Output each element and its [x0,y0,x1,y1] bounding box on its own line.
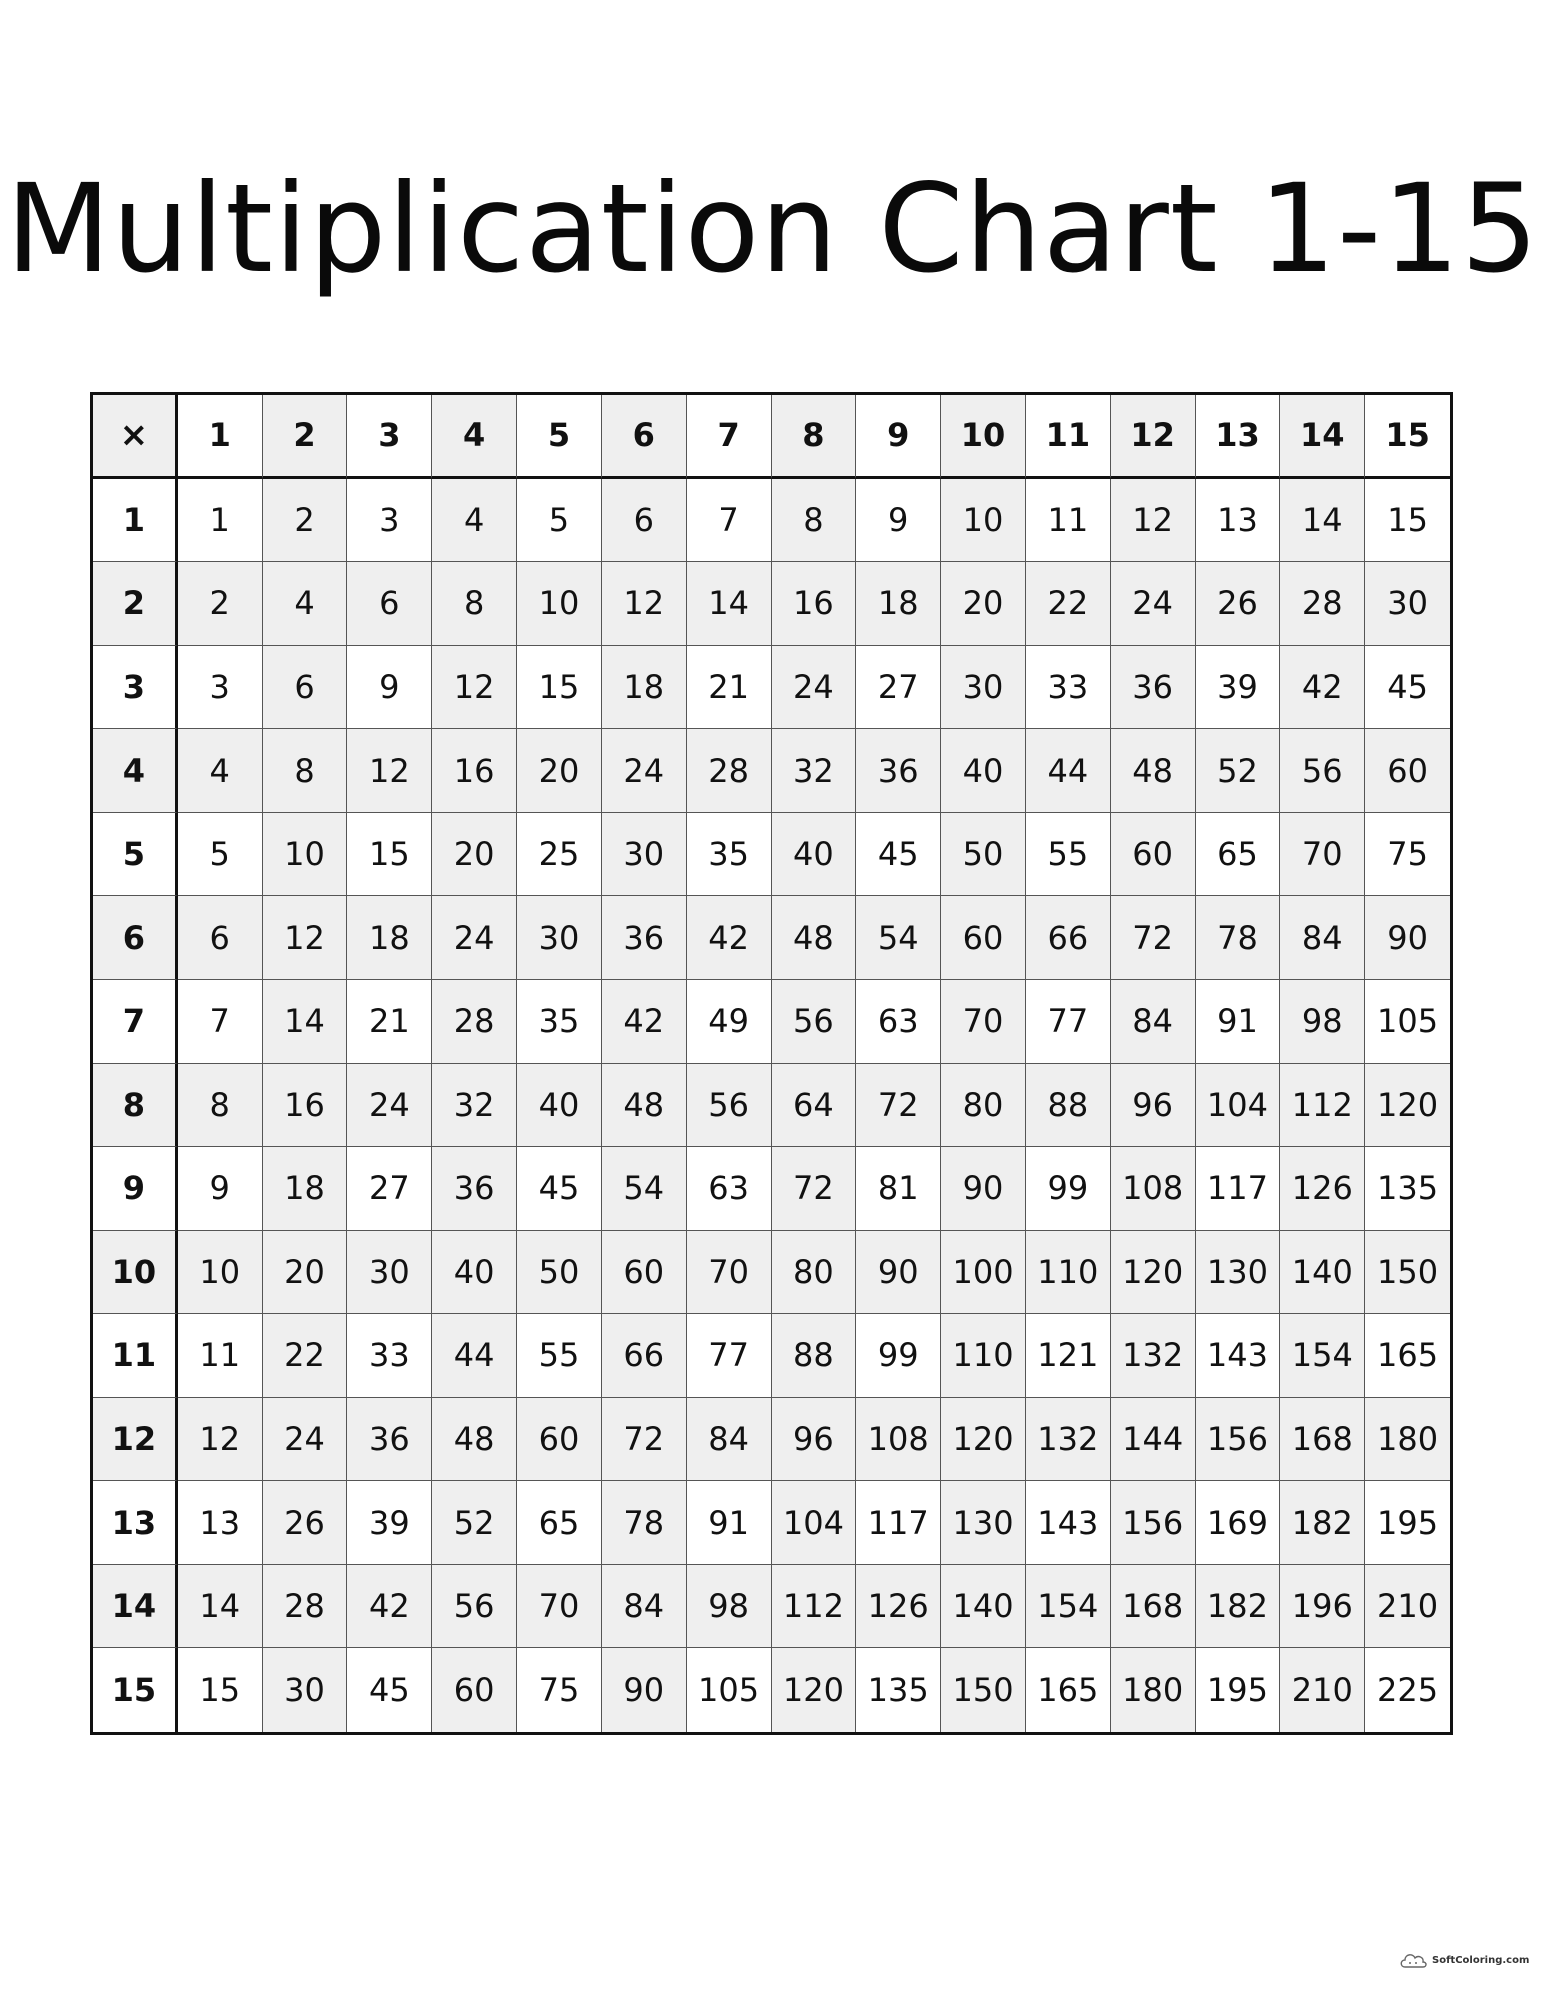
table-cell: 3 [347,479,432,563]
table-cell: 15 [178,1648,263,1732]
table-cell: 35 [517,980,602,1064]
table-cell: 25 [517,813,602,897]
table-cell: 33 [1026,646,1111,730]
table-cell: 72 [1111,896,1196,980]
table-cell: 27 [347,1147,432,1231]
table-cell: 80 [772,1231,857,1315]
table-cell: 12 [347,729,432,813]
table-cell: 8 [263,729,348,813]
table-cell: 48 [602,1064,687,1148]
table-cell: 14 [178,1565,263,1649]
table-cell: 30 [347,1231,432,1315]
column-header: 6 [602,395,687,479]
table-cell: 144 [1111,1398,1196,1482]
table-cell: 21 [347,980,432,1064]
table-cell: 108 [1111,1147,1196,1231]
table-cell: 72 [856,1064,941,1148]
table-cell: 28 [432,980,517,1064]
table-cell: 16 [432,729,517,813]
table-cell: 10 [517,562,602,646]
table-cell: 24 [772,646,857,730]
table-cell: 5 [517,479,602,563]
table-cell: 12 [432,646,517,730]
table-cell: 90 [1365,896,1450,980]
table-cell: 169 [1196,1481,1281,1565]
table-cell: 12 [263,896,348,980]
table-cell: 117 [856,1481,941,1565]
table-cell: 24 [432,896,517,980]
table-cell: 30 [941,646,1026,730]
table-cell: 54 [602,1147,687,1231]
table-cell: 64 [772,1064,857,1148]
footer-text: SoftColoring.com [1432,1954,1530,1966]
table-cell: 121 [1026,1314,1111,1398]
table-cell: 22 [1026,562,1111,646]
table-cell: 70 [687,1231,772,1315]
column-header: 12 [1111,395,1196,479]
table-cell: 3 [178,646,263,730]
table-cell: 50 [517,1231,602,1315]
table-cell: 120 [772,1648,857,1732]
table-cell: 44 [1026,729,1111,813]
table-cell: 126 [1280,1147,1365,1231]
row-header: 12 [93,1398,178,1482]
table-cell: 1 [178,479,263,563]
table-cell: 16 [263,1064,348,1148]
table-cell: 210 [1280,1648,1365,1732]
table-cell: 60 [517,1398,602,1482]
table-cell: 24 [1111,562,1196,646]
table-cell: 195 [1365,1481,1450,1565]
table-cell: 26 [263,1481,348,1565]
table-cell: 120 [1365,1064,1450,1148]
table-cell: 135 [856,1648,941,1732]
table-cell: 6 [178,896,263,980]
table-cell: 30 [602,813,687,897]
table-cell: 168 [1111,1565,1196,1649]
table-cell: 24 [602,729,687,813]
table-cell: 45 [517,1147,602,1231]
table-cell: 84 [602,1565,687,1649]
table-cell: 72 [602,1398,687,1482]
table-cell: 40 [517,1064,602,1148]
table-cell: 45 [856,813,941,897]
table-cell: 36 [602,896,687,980]
row-header: 3 [93,646,178,730]
table-cell: 48 [432,1398,517,1482]
table-cell: 56 [1280,729,1365,813]
table-cell: 8 [772,479,857,563]
table-cell: 30 [517,896,602,980]
table-cell: 13 [1196,479,1281,563]
table-cell: 39 [347,1481,432,1565]
page-title: Multiplication Chart 1-15 [5,158,1540,300]
table-cell: 110 [1026,1231,1111,1315]
table-cell: 28 [263,1565,348,1649]
table-cell: 84 [1111,980,1196,1064]
table-cell: 168 [1280,1398,1365,1482]
table-cell: 132 [1026,1398,1111,1482]
table-cell: 135 [1365,1147,1450,1231]
table-cell: 80 [941,1064,1026,1148]
table-cell: 40 [432,1231,517,1315]
table-cell: 10 [178,1231,263,1315]
table-cell: 11 [1026,479,1111,563]
table-cell: 6 [263,646,348,730]
table-cell: 130 [1196,1231,1281,1315]
table-cell: 14 [1280,479,1365,563]
table-cell: 143 [1026,1481,1111,1565]
table-cell: 150 [941,1648,1026,1732]
table-cell: 63 [687,1147,772,1231]
table-cell: 56 [772,980,857,1064]
table-cell: 20 [432,813,517,897]
table-cell: 18 [347,896,432,980]
column-header: 5 [517,395,602,479]
table-cell: 16 [772,562,857,646]
table-cell: 6 [347,562,432,646]
table-cell: 42 [347,1565,432,1649]
table-cell: 77 [1026,980,1111,1064]
table-cell: 24 [263,1398,348,1482]
row-header: 7 [93,980,178,1064]
table-cell: 132 [1111,1314,1196,1398]
table-cell: 27 [856,646,941,730]
table-cell: 42 [687,896,772,980]
table-cell: 7 [687,479,772,563]
table-cell: 66 [1026,896,1111,980]
table-cell: 196 [1280,1565,1365,1649]
column-header: 11 [1026,395,1111,479]
table-cell: 120 [1111,1231,1196,1315]
table-cell: 100 [941,1231,1026,1315]
table-cell: 28 [687,729,772,813]
row-header: 15 [93,1648,178,1732]
table-cell: 72 [772,1147,857,1231]
table-cell: 20 [263,1231,348,1315]
table-cell: 90 [941,1147,1026,1231]
row-header: 9 [93,1147,178,1231]
table-cell: 195 [1196,1648,1281,1732]
row-header: 6 [93,896,178,980]
table-cell: 70 [941,980,1026,1064]
column-header: 7 [687,395,772,479]
table-cell: 143 [1196,1314,1281,1398]
table-cell: 8 [178,1064,263,1148]
table-cell: 180 [1111,1648,1196,1732]
table-cell: 84 [1280,896,1365,980]
table-cell: 42 [602,980,687,1064]
table-cell: 96 [772,1398,857,1482]
table-cell: 11 [178,1314,263,1398]
table-cell: 18 [263,1147,348,1231]
table-cell: 5 [178,813,263,897]
table-cell: 35 [687,813,772,897]
table-cell: 9 [347,646,432,730]
table-cell: 49 [687,980,772,1064]
table-cell: 75 [517,1648,602,1732]
row-header: 10 [93,1231,178,1315]
table-cell: 13 [178,1481,263,1565]
table-cell: 117 [1196,1147,1281,1231]
table-cell: 65 [1196,813,1281,897]
table-cell: 40 [941,729,1026,813]
table-cell: 60 [602,1231,687,1315]
table-cell: 36 [856,729,941,813]
table-cell: 77 [687,1314,772,1398]
table-cell: 20 [941,562,1026,646]
table-cell: 55 [517,1314,602,1398]
table-cell: 108 [856,1398,941,1482]
table-cell: 154 [1026,1565,1111,1649]
table-cell: 210 [1365,1565,1450,1649]
table-cell: 2 [178,562,263,646]
table-cell: 9 [178,1147,263,1231]
table-cell: 91 [1196,980,1281,1064]
table-cell: 90 [856,1231,941,1315]
table-cell: 126 [856,1565,941,1649]
table-cell: 65 [517,1481,602,1565]
table-cell: 50 [941,813,1026,897]
table-cell: 63 [856,980,941,1064]
table-cell: 88 [772,1314,857,1398]
table-cell: 78 [602,1481,687,1565]
table-cell: 60 [1365,729,1450,813]
table-cell: 104 [772,1481,857,1565]
table-cell: 56 [687,1064,772,1148]
table-cell: 40 [772,813,857,897]
table-cell: 12 [1111,479,1196,563]
row-header: 8 [93,1064,178,1148]
table-cell: 156 [1196,1398,1281,1482]
table-cell: 90 [602,1648,687,1732]
table-cell: 8 [432,562,517,646]
table-cell: 26 [1196,562,1281,646]
table-cell: 105 [1365,980,1450,1064]
column-header: 8 [772,395,857,479]
table-cell: 7 [178,980,263,1064]
table-cell: 105 [687,1648,772,1732]
table-cell: 36 [1111,646,1196,730]
multiplication-table [90,392,1453,1735]
column-header: 1 [178,395,263,479]
table-cell: 30 [1365,562,1450,646]
table-cell: 28 [1280,562,1365,646]
table-cell: 112 [1280,1064,1365,1148]
table-cell: 24 [347,1064,432,1148]
table-cell: 32 [772,729,857,813]
cloud-icon [1398,1950,1428,1970]
column-header: 14 [1280,395,1365,479]
table-cell: 104 [1196,1064,1281,1148]
row-header: 4 [93,729,178,813]
column-header: 4 [432,395,517,479]
table-cell: 20 [517,729,602,813]
table-cell: 30 [263,1648,348,1732]
table-cell: 78 [1196,896,1281,980]
table-cell: 45 [1365,646,1450,730]
table-cell: 81 [856,1147,941,1231]
table-cell: 99 [1026,1147,1111,1231]
table-cell: 45 [347,1648,432,1732]
table-cell: 39 [1196,646,1281,730]
table-cell: 165 [1026,1648,1111,1732]
table-cell: 150 [1365,1231,1450,1315]
table-cell: 98 [687,1565,772,1649]
table-cell: 112 [772,1565,857,1649]
table-cell: 42 [1280,646,1365,730]
table-cell: 18 [856,562,941,646]
table-cell: 96 [1111,1064,1196,1148]
row-header: 13 [93,1481,178,1565]
table-cell: 182 [1196,1565,1281,1649]
table-cell: 66 [602,1314,687,1398]
row-header: 11 [93,1314,178,1398]
table-cell: 165 [1365,1314,1450,1398]
table-cell: 75 [1365,813,1450,897]
table-cell: 21 [687,646,772,730]
table-cell: 52 [1196,729,1281,813]
table-cell: 140 [1280,1231,1365,1315]
column-header: 15 [1365,395,1450,479]
table-cell: 12 [178,1398,263,1482]
table-cell: 60 [432,1648,517,1732]
table-cell: 60 [941,896,1026,980]
table-cell: 154 [1280,1314,1365,1398]
table-cell: 4 [432,479,517,563]
table-cell: 33 [347,1314,432,1398]
table-cell: 120 [941,1398,1026,1482]
table-cell: 225 [1365,1648,1450,1732]
table-cell: 15 [347,813,432,897]
table-cell: 140 [941,1565,1026,1649]
table-cell: 70 [1280,813,1365,897]
table-cell: 182 [1280,1481,1365,1565]
table-cell: 180 [1365,1398,1450,1482]
column-header: 2 [263,395,348,479]
table-cell: 14 [687,562,772,646]
table-cell: 36 [347,1398,432,1482]
table-cell: 56 [432,1565,517,1649]
table-cell: 130 [941,1481,1026,1565]
table-cell: 84 [687,1398,772,1482]
table-cell: 15 [1365,479,1450,563]
table-cell: 60 [1111,813,1196,897]
table-cell: 48 [772,896,857,980]
table-cell: 32 [432,1064,517,1148]
column-header: 13 [1196,395,1281,479]
corner-symbol: × [93,395,178,479]
table-cell: 52 [432,1481,517,1565]
table-cell: 54 [856,896,941,980]
table-cell: 98 [1280,980,1365,1064]
table-cell: 14 [263,980,348,1064]
table-cell: 156 [1111,1481,1196,1565]
table-cell: 88 [1026,1064,1111,1148]
table-cell: 10 [941,479,1026,563]
table-cell: 36 [432,1147,517,1231]
table-cell: 70 [517,1565,602,1649]
column-header: 3 [347,395,432,479]
table-cell: 18 [602,646,687,730]
row-header: 5 [93,813,178,897]
column-header: 9 [856,395,941,479]
table-cell: 99 [856,1314,941,1398]
table-cell: 91 [687,1481,772,1565]
row-header: 1 [93,479,178,563]
table-cell: 4 [263,562,348,646]
table-cell: 6 [602,479,687,563]
footer-logo [1398,1950,1529,1970]
table-cell: 110 [941,1314,1026,1398]
table-cell: 9 [856,479,941,563]
table-cell: 10 [263,813,348,897]
table-cell: 15 [517,646,602,730]
column-header: 10 [941,395,1026,479]
table-cell: 12 [602,562,687,646]
row-header: 14 [93,1565,178,1649]
table-cell: 44 [432,1314,517,1398]
table-cell: 4 [178,729,263,813]
table-cell: 2 [263,479,348,563]
table-cell: 48 [1111,729,1196,813]
table-cell: 55 [1026,813,1111,897]
table-cell: 22 [263,1314,348,1398]
row-header: 2 [93,562,178,646]
